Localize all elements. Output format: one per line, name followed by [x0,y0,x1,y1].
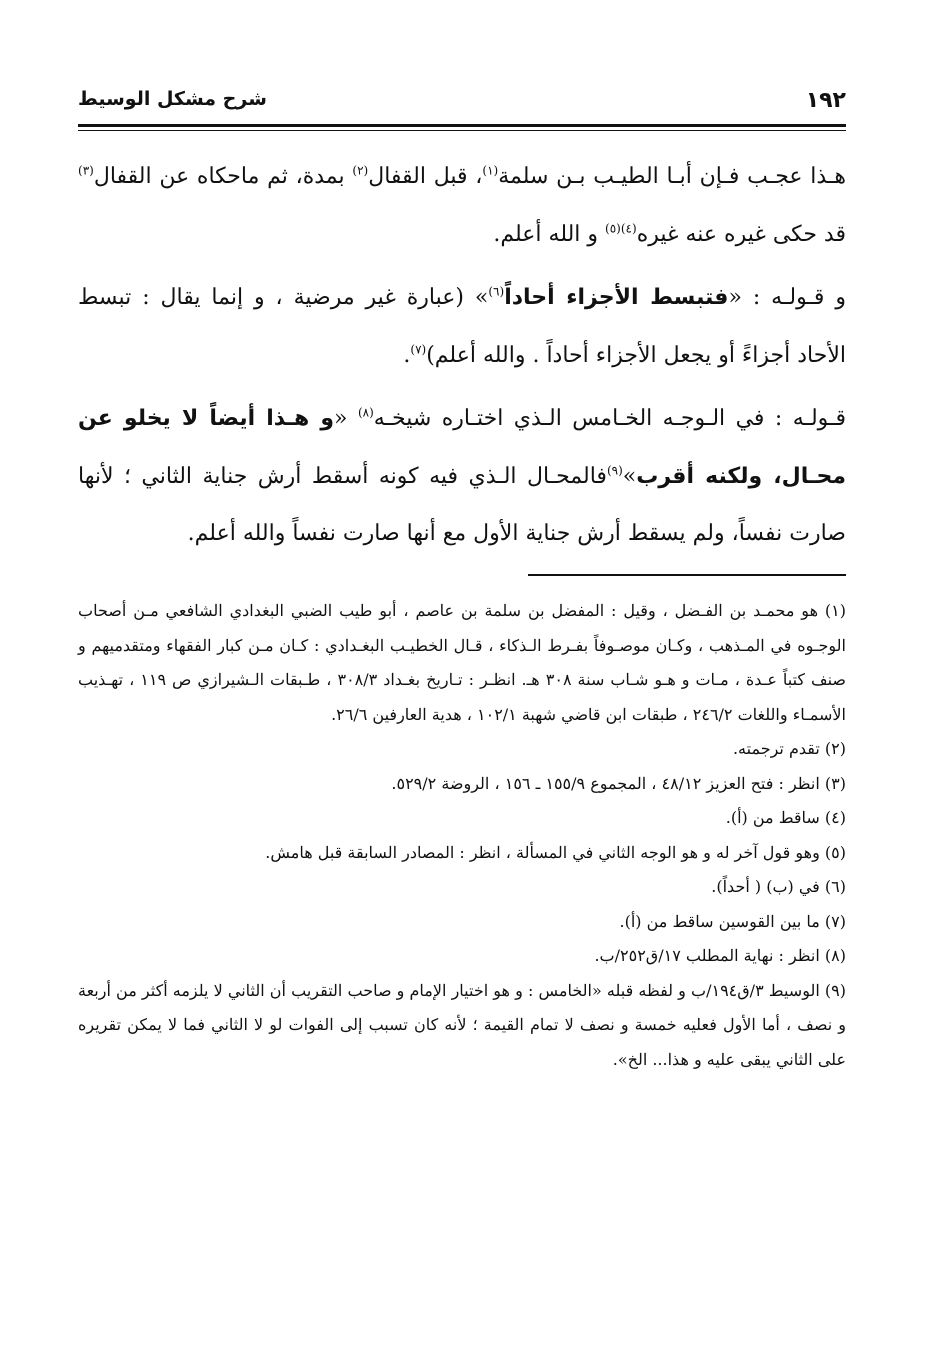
footnote-ref: (٣) [78,163,94,178]
paragraph-1 [78,148,846,263]
running-title: شرح مشكل الوسيط [78,88,267,110]
footnote-9: (٩) الوسيط ٣/ق١٩٤/ب و لفظه قبله «الخامس : و هو اختيار الإمام و صاحب التقريب أن الثاني لا يلزمه أكثر من أربعة و نصف ، أما الأول فعليه خمسة و نصف لا تمام القيمة ؛ لأنه كان تسبب إلى الفوات لو لا الثاني فما لا يمكن تقريره على الثاني يبقى عليه و هذا... الخ». [78,980,846,1069]
text-run: » [622,463,637,489]
footnote-6: (٦) في (ب) ( أحداً). [711,877,846,896]
footnotes [78,594,846,1077]
page-number: ١٩٢ [805,88,846,113]
text-run: هـذا عجـب فـإن أبـا الطيـب بـن سلمة [498,164,846,189]
text-run: فالمحـال الـذي فيه كونه أسقط أرش جناية الثاني ؛ لأنها صارت نفساً، ولم يسقط أرش جناية الأول مع أنها صارت نفساً والله أعلم. [78,463,846,546]
footnote-8: (٨) انظر : نهاية المطلب ١٧/ق٢٥٢/ب. [594,946,846,965]
footnote-3: (٣) انظر : فتح العزيز ٤٨/١٢ ، المجموع ١٥٥/٩ ـ ١٥٦ ، الروضة ٥٢٩/٢. [391,773,846,793]
paragraph-3 [78,390,846,563]
footnote-ref: (٩) [606,463,623,478]
text-run: . [403,342,411,368]
footnote-5: (٥) وهو قول آخر له و هو الوجه الثاني في المسألة ، انظر : المصادر السابقة قبل هامش. [265,842,846,862]
quoted-phrase: فتبسط الأجزاء أحاداً [504,285,729,310]
text-run: ، قبل القفال [368,164,483,189]
footnote-2: (٢) تقدم ترجمته. [732,739,846,758]
paragraph-2 [78,269,846,384]
footnote-ref: (٢) [352,163,369,178]
quoted-phrase: و هـذا أيضاً لا يخلو عن محـال، ولكنه أقرب [78,406,846,489]
text-run: » (عبارة غير مرضية ، و إنما يقال : تبسط الأحاد أجزاءً أو يجعل الأجزاء أحاداً . والله أعلم) [78,285,846,368]
text-run: قـولـه : في الـوجـه الخـامس الـذي اختـاره شيخـه [373,406,846,431]
main-text [78,148,846,563]
text-run: قد حكى غيره عنه غيره [636,221,846,247]
footnote-ref: (٧) [410,342,427,357]
footnote-7: (٧) ما بين القوسين ساقط من (أ). [619,911,846,931]
footnote-ref: (٤)(٥) [605,221,637,236]
footnote-ref: (٨) [357,405,374,420]
text-run: و الله أعلم. [493,221,606,247]
text-run: « [334,406,358,431]
text-run: بمدة، ثم ماحكاه عن القفال [93,164,353,189]
text-run: و قـولـه : « [728,285,846,310]
footnote-ref: (٦) [488,284,505,299]
footnote-separator [528,574,846,576]
footnote-4: (٤) ساقط من (أ). [725,808,846,827]
header-rule-thin [78,130,846,131]
page-header [78,88,846,122]
header-rule-thick [78,124,846,127]
footnote-1: (١) هو محمـد بن الفـضل ، وقيل : المفضل بن سلمة بن عاصم ، أبو طيب الضبي البغدادي الشافعي مـن أصحاب الوجـوه في المـذهب ، وكـان موصـوفاً بفـرط الـذكاء ، قـال الخطيـب البغـدادي : كـان مـن كبار الفقهاء ومتقدميهم و صنف كتباً عـدة ، مـات و هـو شـاب سنة ٣٠٨ هـ. انظـر : تـاريخ بغـداد ٣٠٨/٣ ، طـبقات الـشيرازي ص ١١٩ ، تهـذيب الأسمـاء واللغات ٢٤٦/٢ ، طبقات ابن قاضي شهبة ١٠٢/١ ، هدية العارفين ٢٦/٦. [78,601,847,724]
footnote-ref: (١) [482,163,499,178]
